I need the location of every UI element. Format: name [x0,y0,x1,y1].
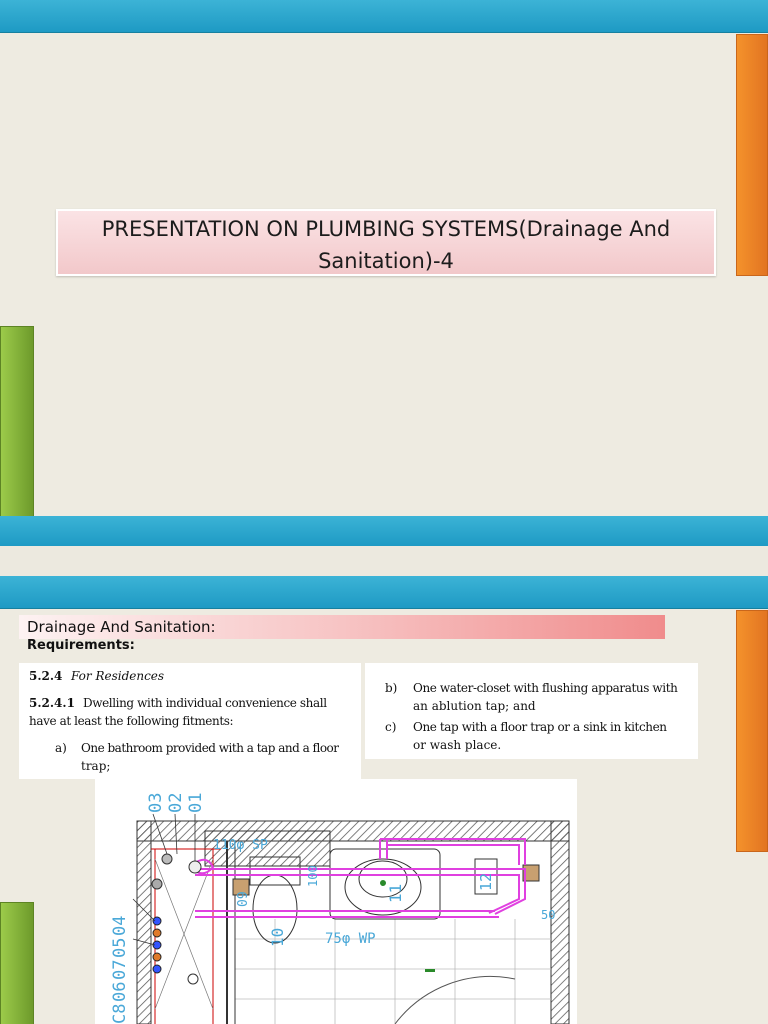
content-slide [0,576,768,1024]
title-line-2: Sanitation)-4 [318,249,454,273]
slide2-top-bar [0,576,768,609]
orange-accent-tab-2 [736,610,768,852]
item-c-line-2: or wash place. [413,738,502,752]
label-02: 02 [166,792,186,813]
left-wall [137,821,151,1024]
note-wp: 75φ WP [325,931,376,947]
slide1-bottom-bar [0,516,768,546]
label-01: 01 [186,792,206,813]
item-b-line-2: an ablution tap; and [413,699,536,713]
note-sp: 110φ SP [213,838,268,853]
side-label-07: 07 [110,959,130,980]
green-accent-tab-2 [0,902,34,1024]
title-line-1: PRESENTATION ON PLUMBING SYSTEMS(Drainage And [101,217,671,241]
code-excerpt-right [365,663,698,759]
fixture-10-label: 10 [268,927,287,947]
title-box [56,209,716,276]
orange-accent-tab [736,34,768,276]
item-c-marker: c) [385,720,397,734]
section-header [19,615,665,639]
side-label-06: 06 [110,981,130,1002]
heading-title: For Residences [71,669,165,683]
clause-line-2: have at least the following fitments: [29,714,234,728]
side-label-05: 05 [110,937,130,958]
item-b-marker: b) [385,681,398,695]
green-marker-icon [425,969,435,972]
requirements-label: Requirements: [27,638,135,653]
fixture-11-label: 11 [386,883,405,903]
clause-line-1: Dwelling with individual convenience shall [83,696,327,710]
fixture-markers [152,854,201,984]
label-03: 03 [146,792,166,813]
side-label-04: 04 [110,915,130,936]
note-100: 100 [306,865,320,887]
clause-number: 5.2.4.1 [29,696,75,710]
heading-number: 5.2.4 [29,669,63,683]
note-50: 50 [541,908,556,922]
side-label-c8: C8 [110,1003,130,1024]
item-c-line-1: One tap with a floor trap or a sink in kitchen [413,720,667,734]
slide1-top-bar [0,0,768,33]
fixture-09-label: 09 [236,891,251,907]
section-title: Drainage And Sanitation: [27,618,216,636]
item-a-marker: a) [55,741,67,755]
fixture-12-label: 12 [477,872,495,891]
plumbing-plan-svg [95,779,577,1024]
green-accent-tab [0,326,34,546]
code-excerpt-left [19,663,361,779]
right-wall [551,821,569,1024]
item-b-line-1: One water-closet with flushing apparatus with [413,681,678,695]
item-a-line-2: trap; [81,759,111,773]
washbasin-outline [345,859,421,915]
plumbing-drawing [95,779,577,1024]
item-a-line-1: One bathroom provided with a tap and a floor [81,741,339,755]
